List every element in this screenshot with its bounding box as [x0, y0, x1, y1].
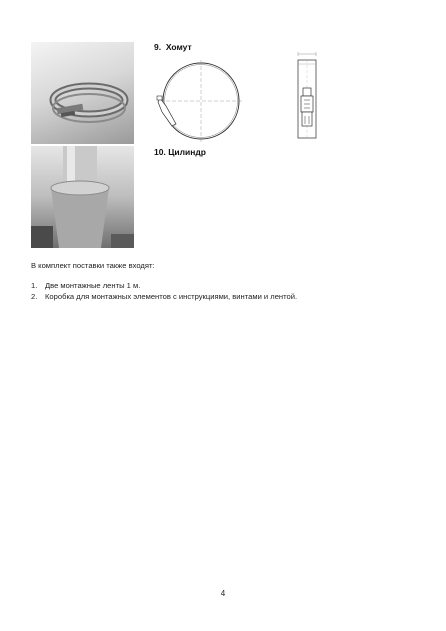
clamp-front-drawing	[154, 58, 244, 144]
item-9-heading	[154, 42, 192, 52]
list-item-number: 1.	[31, 281, 38, 290]
cylinder-photo	[31, 146, 134, 248]
included-intro-text: В комплект поставки также входят:	[31, 261, 155, 270]
cylinder-photo-image	[31, 146, 134, 248]
item-9-number: 9.	[154, 42, 162, 52]
clamp-photo-image	[31, 42, 134, 144]
clamp-side-drawing	[292, 50, 322, 140]
page-number: 4	[220, 589, 226, 598]
item-10-heading	[154, 147, 206, 157]
list-item	[31, 292, 297, 303]
item-10-number: 10.	[154, 147, 166, 157]
list-item-text: Коробка для монтажных элементов с инструкциями, винтами и лентой.	[45, 291, 298, 301]
item-9-title: Хомут	[165, 42, 192, 52]
item-10-title: Цилиндр	[168, 147, 206, 157]
included-list	[31, 281, 297, 302]
clamp-photo	[31, 42, 134, 144]
list-item-text: Две монтажные ленты 1 м.	[45, 281, 141, 290]
list-item	[31, 281, 297, 292]
list-item-number: 2.	[31, 291, 38, 301]
